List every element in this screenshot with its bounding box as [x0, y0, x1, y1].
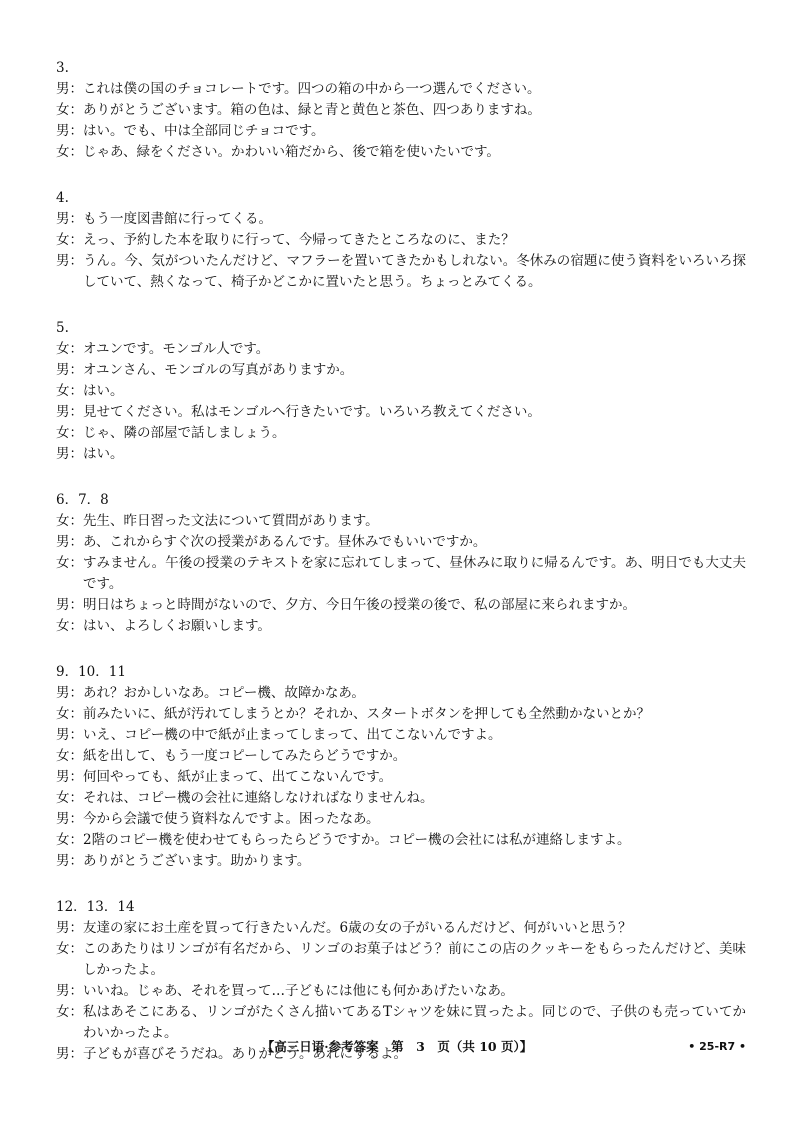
dialogue-text: ありがとうございます。箱の色は、緑と青と黄色と茶色、四つありますね。 [83, 102, 541, 118]
speaker-label: 女： [56, 555, 83, 571]
dialogue-section-9-10-11 [56, 662, 746, 872]
speaker-label: 男： [56, 769, 83, 785]
speaker-label: 女： [56, 790, 83, 806]
speaker-label: 女： [56, 425, 83, 441]
dialogue-line [56, 704, 746, 725]
question-number: 9．10．11 [56, 664, 126, 680]
question-number: 12．13．14 [56, 899, 135, 915]
dialogue-text: ありがとうございます。助かります。 [83, 853, 311, 869]
speaker-label: 女： [56, 748, 83, 764]
question-number: 6．7．8 [56, 492, 109, 508]
dialogue-line [56, 209, 746, 230]
dialogue-text: オユンさん、モンゴルの写真がありますか。 [83, 362, 354, 378]
speaker-label: 男： [56, 81, 83, 97]
dialogue-line [56, 809, 746, 830]
footer-page-info: 【高三日语·参考答案 第 3 页（共 10 页）】 [261, 1039, 533, 1054]
speaker-label: 女： [56, 706, 83, 722]
footer-exam-code: • 25-R7 • [688, 1040, 746, 1053]
speaker-label: 女： [56, 232, 83, 248]
dialogue-line [56, 402, 746, 423]
dialogue-line [56, 851, 746, 872]
dialogue-text: いえ、コピー機の中で紙が止まってしまって、出てこないんですよ。 [83, 727, 502, 743]
question-number: 5. [56, 320, 69, 336]
dialogue-section-4 [56, 188, 746, 293]
speaker-label: 男： [56, 404, 83, 420]
speaker-label: 男： [56, 685, 83, 701]
speaker-label: 女： [56, 513, 83, 529]
dialogue-text: はい。 [83, 446, 124, 462]
dialogue-text: これは僕の国のチョコレートです。四つの箱の中から一つ選んでください。 [83, 81, 541, 97]
speaker-label: 男： [56, 983, 83, 999]
speaker-label: 女： [56, 941, 83, 957]
dialogue-line [56, 616, 746, 637]
speaker-label: 男： [56, 1046, 83, 1062]
dialogue-line [56, 360, 746, 381]
dialogue-line [56, 381, 746, 402]
dialogue-text: はい、よろしくお願いします。 [83, 618, 271, 634]
speaker-label: 男： [56, 920, 83, 936]
dialogue-line [56, 444, 746, 465]
dialogue-line [56, 830, 746, 851]
dialogue-text: すみません。午後の授業のテキストを家に忘れてしまって、昼休みに取りに帰るんです。あ、明日でも大丈夫です。 [83, 555, 746, 592]
speaker-label: 女： [56, 1004, 83, 1020]
speaker-label: 男： [56, 211, 83, 227]
dialogue-text: えっ、予約した本を取りに行って、今帰ってきたところなのに、また？ [83, 232, 515, 248]
dialogue-section-3 [56, 58, 746, 163]
dialogue-text: あれ？おかしいなあ。コピー機、故障かなあ。 [83, 685, 365, 701]
dialogue-section-5 [56, 318, 746, 465]
dialogue-line [56, 746, 746, 767]
dialogue-text: じゃ、隣の部屋で話しましょう。 [83, 425, 286, 441]
dialogue-text: いいね。じゃあ、それを買って…子どもには他にも何かあげたいなあ。 [83, 983, 514, 999]
speaker-label: 男： [56, 123, 83, 139]
speaker-label: 男： [56, 253, 83, 269]
dialogue-text: じゃあ、緑をください。かわいい箱だから、後で箱を使いたいです。 [83, 144, 500, 160]
speaker-label: 男： [56, 727, 83, 743]
dialogue-line [56, 767, 746, 788]
question-number: 3. [56, 60, 69, 76]
dialogue-text: 前みたいに、紙が汚れてしまうとか？それか、スタートボタンを押しても全然動かないとか？ [83, 706, 650, 722]
dialogue-line [56, 918, 746, 939]
dialogue-text: オユンです。モンゴル人です。 [83, 341, 270, 357]
dialogue-text: 紙を出して、もう一度コピーしてみたらどうですか。 [83, 748, 407, 764]
dialogue-line [56, 788, 746, 809]
dialogue-text: 先生、昨日習った文法について質問があります。 [83, 513, 379, 529]
speaker-label: 女： [56, 341, 83, 357]
dialogue-text: 私はあそこにある、リンゴがたくさん描いてあるTシャツを妹に買ったよ。同じので、子供のも売っていてかわいかったよ。 [83, 1004, 746, 1041]
dialogue-line [56, 79, 746, 100]
dialogue-text: あ、これからすぐ次の授業があるんです。昼休みでもいいですか。 [83, 534, 487, 550]
speaker-label: 女： [56, 618, 83, 634]
dialogue-text: うん。今、気がついたんだけど、マフラーを置いてきたかもしれない。冬休みの宿題に使う資料をいろいろ探していて、熱くなって、椅子かどこかに置いたと思う。ちょっとみてくる。 [83, 253, 746, 290]
dialogue-line [56, 981, 746, 1002]
speaker-label: 女： [56, 832, 83, 848]
speaker-label: 女： [56, 144, 83, 160]
document-body [56, 58, 746, 1090]
page-footer [0, 1037, 794, 1057]
speaker-label: 男： [56, 811, 83, 827]
question-number: 4. [56, 190, 69, 206]
dialogue-text: 見せてください。私はモンゴルへ行きたいです。いろいろ教えてください。 [83, 404, 541, 420]
speaker-label: 男： [56, 362, 83, 378]
dialogue-line [56, 511, 746, 532]
dialogue-text: 何回やっても、紙が止まって、出てこないんです。 [83, 769, 393, 785]
dialogue-text: それは、コピー機の会社に連絡しなければなりませんね。 [83, 790, 434, 806]
dialogue-line [56, 423, 746, 444]
dialogue-line [56, 553, 746, 595]
dialogue-line [56, 339, 746, 360]
dialogue-text: 子どもが喜びそうだね。ありがとう。あれにするよ。 [83, 1046, 407, 1062]
speaker-label: 男： [56, 534, 83, 550]
dialogue-text: はい。 [83, 383, 124, 399]
dialogue-line [56, 683, 746, 704]
dialogue-line [56, 100, 746, 121]
dialogue-text: 今から会議で使う資料なんですよ。困ったなあ。 [83, 811, 380, 827]
dialogue-line [56, 251, 746, 293]
dialogue-line [56, 142, 746, 163]
dialogue-text: 友達の家にお土産を買って行きたいんだ。6歳の女の子がいるんだけど、何がいいと思う？ [83, 920, 632, 936]
dialogue-text: 明日はちょっと時間がないので、夕方、今日午後の授業の後で、私の部屋に来られますか。 [83, 597, 636, 613]
speaker-label: 男： [56, 853, 83, 869]
dialogue-text: もう一度図書館に行ってくる。 [83, 211, 272, 227]
dialogue-text: 2階のコピー機を使わせてもらったらどうですか。コピー機の会社には私が連絡しますよ。 [83, 832, 631, 848]
dialogue-section-6-7-8 [56, 490, 746, 637]
speaker-label: 女： [56, 383, 83, 399]
speaker-label: 女： [56, 102, 83, 118]
dialogue-line [56, 939, 746, 981]
dialogue-text: はい。でも、中は全部同じチョコです。 [83, 123, 325, 139]
dialogue-line [56, 532, 746, 553]
dialogue-line [56, 595, 746, 616]
dialogue-line [56, 121, 746, 142]
speaker-label: 男： [56, 446, 83, 462]
dialogue-line [56, 725, 746, 746]
dialogue-line [56, 230, 746, 251]
speaker-label: 男： [56, 597, 83, 613]
dialogue-text: このあたりはリンゴが有名だから、リンゴのお菓子はどう？前にこの店のクッキーをもらったんだけど、美味しかったよ。 [83, 941, 746, 978]
